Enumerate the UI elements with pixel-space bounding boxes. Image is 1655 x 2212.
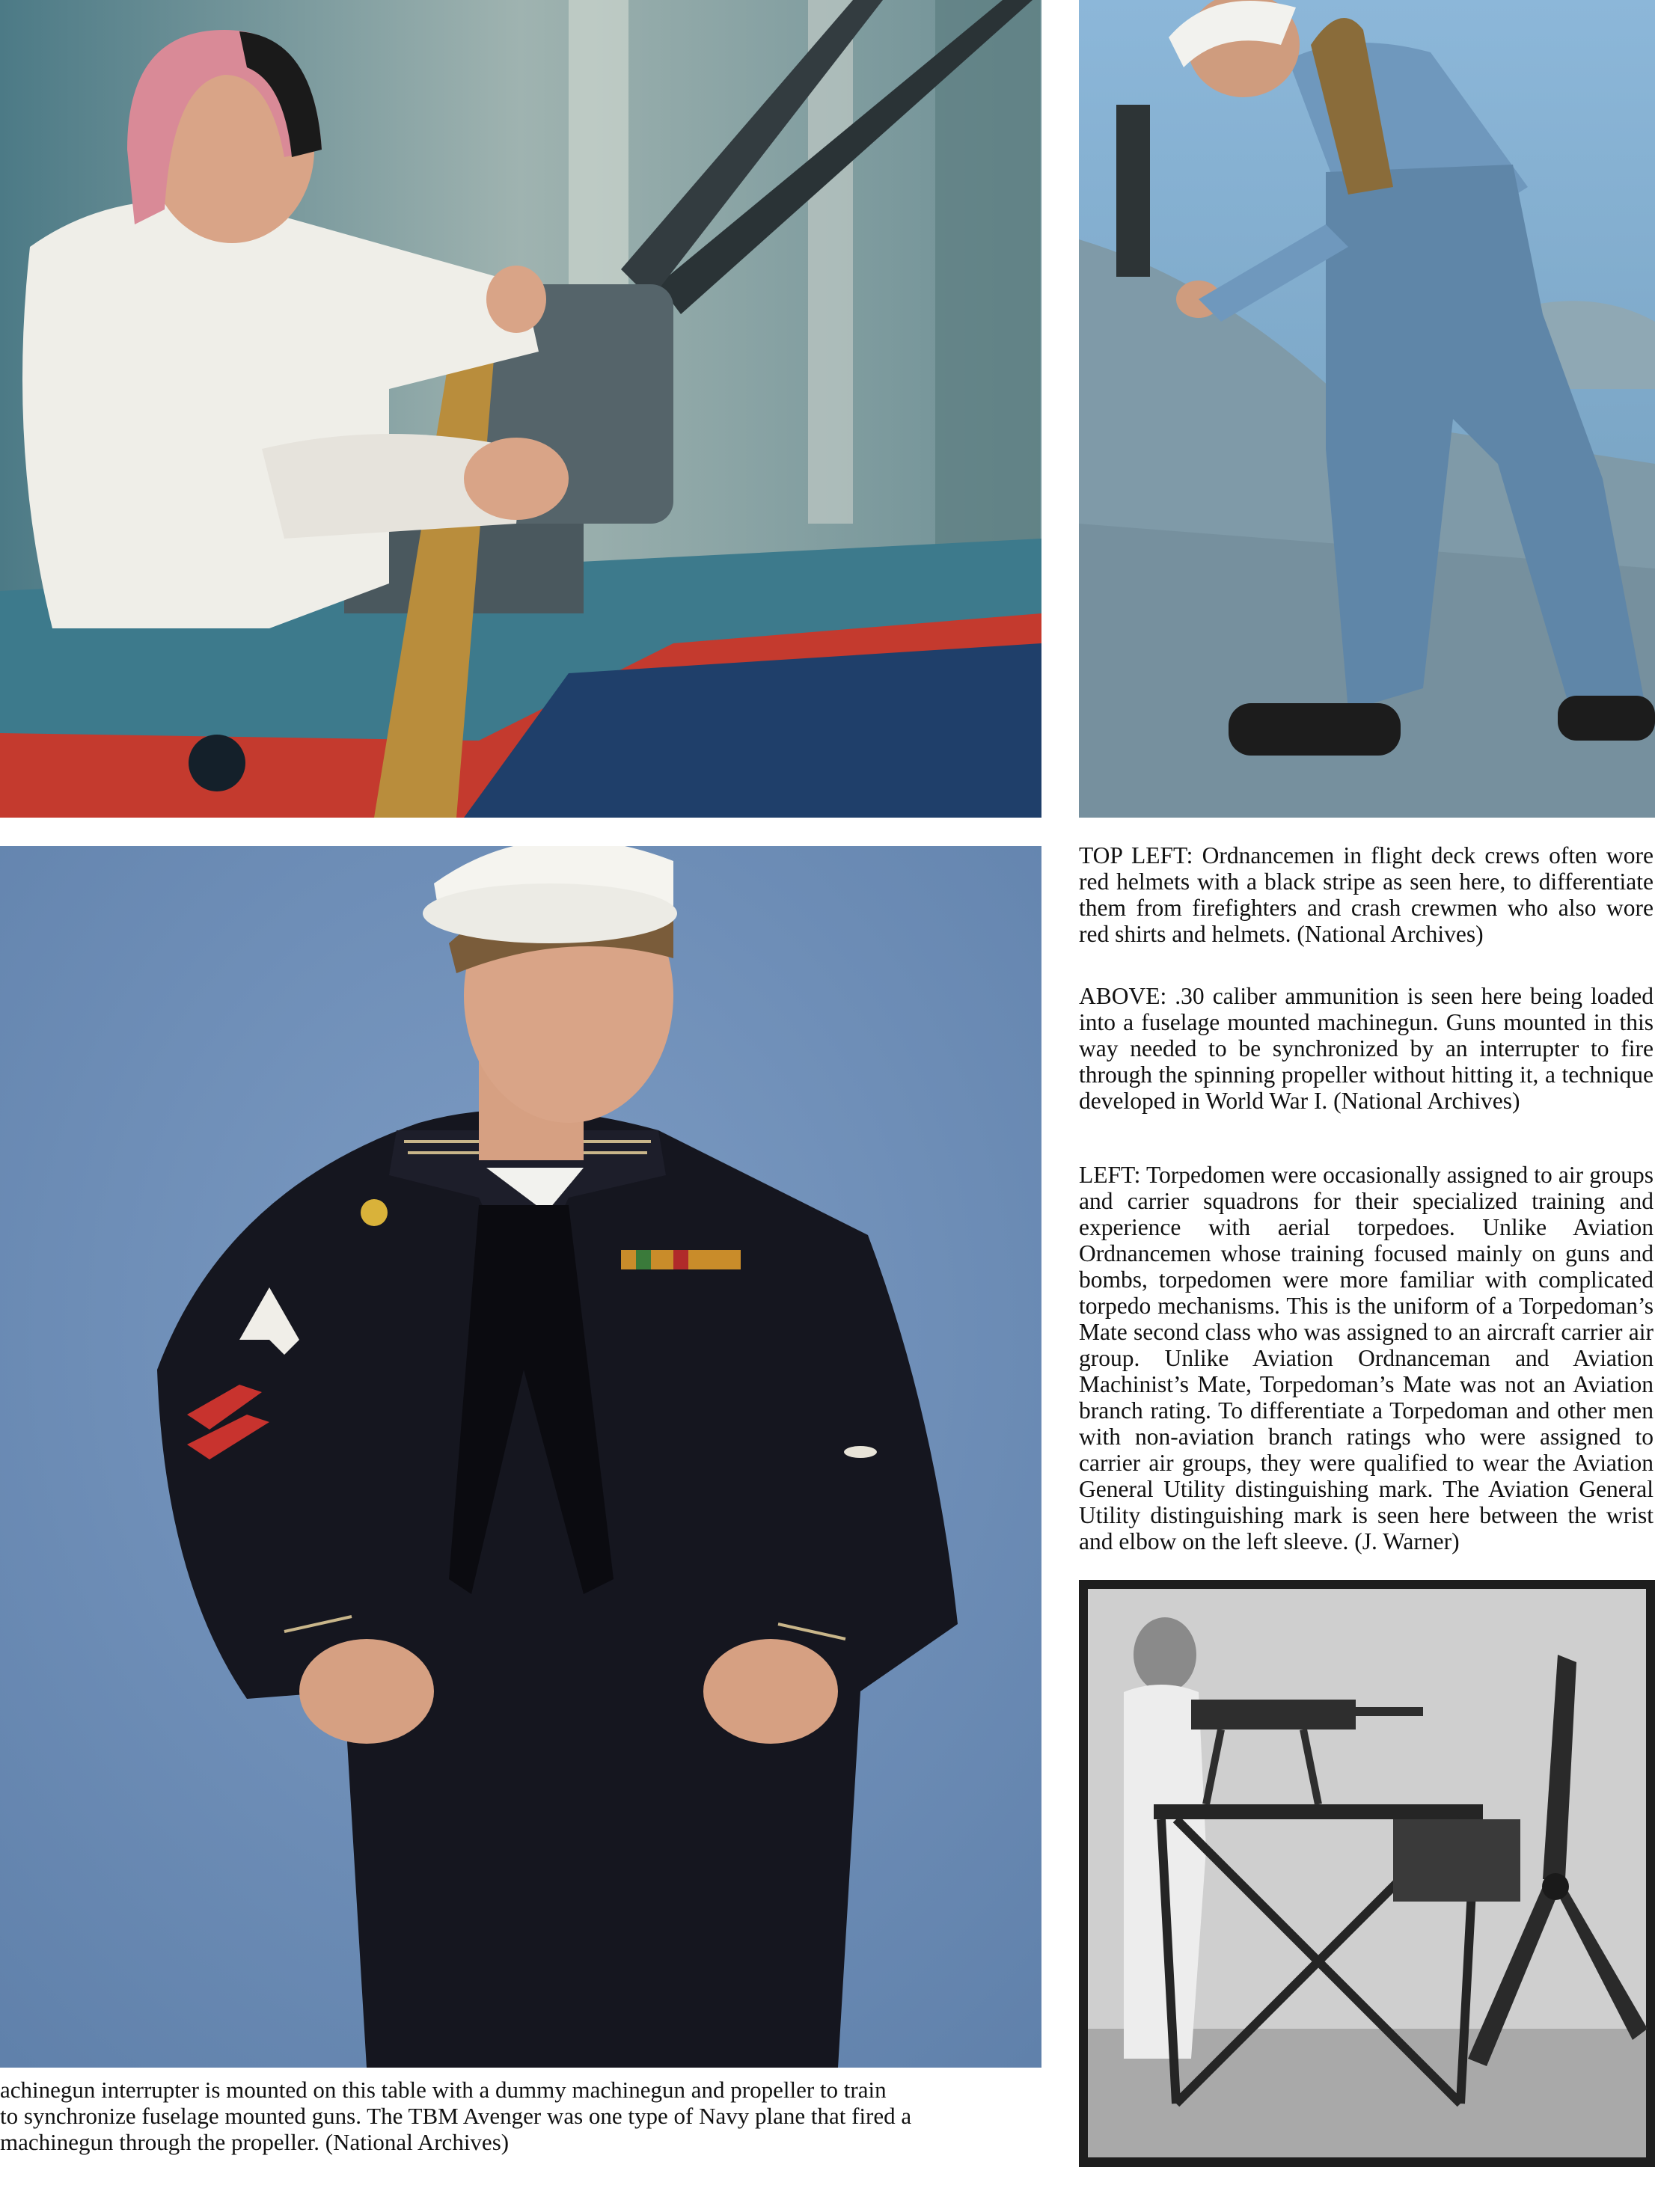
caption-interrupter-line-1: achinegun interrupter is mounted on this table with a dummy machinegun and propeller to train bbox=[0, 2077, 887, 2103]
photo-interrupter-image bbox=[1079, 1580, 1655, 2167]
caption-interrupter-line-3: machinegun through the propeller. (National Archives) bbox=[0, 2129, 510, 2155]
photo-ordnanceman-image bbox=[0, 0, 1041, 818]
caption-left: LEFT: Torpedomen were occasionally assigned to air groups and carrier squadrons for their specialized training and experience with aerial torpedoes. Unlike Aviation Ordnancemen whose training focused mainly on guns and bombs, torpedomen were more familiar with complicated torpedo mechanisms. This is the uniform of a Torpedoman’s Mate second class who was assigned to an aircraft carrier air group. Unlike Aviation Ordnanceman and Aviation Machinist’s Mate, Torpedoman’s Mate was not an Aviation branch rating. To differentiate a Torpedoman and other men with non-aviation branch ratings who were assigned to carrier air groups, they were qualified to wear the Aviation General Utility distinguishing mark. The Aviation General Utility distinguishing mark is seen here between the wrist and elbow on the left sleeve. (J. Warner) bbox=[1079, 1162, 1654, 1554]
photo-machinegun-interrupter-table bbox=[1079, 1580, 1655, 2167]
caption-interrupter-line-2: to synchronize fuselage mounted guns. The TBM Avenger was one type of Navy plane that fired a bbox=[0, 2103, 912, 2129]
photo-ordnanceman-loading-gun bbox=[0, 0, 1041, 818]
photo-sailor-loading-fuselage-gun bbox=[1079, 0, 1655, 818]
caption-above: ABOVE: .30 caliber ammunition is seen here being loaded into a fuselage mounted machinegun. Guns mounted in this way needed to be synchronized by an interrupter to fire through the spinning propeller without hitting it, a technique developed in World War I. (National Archives) bbox=[1079, 983, 1654, 1114]
caption-interrupter-table bbox=[0, 2077, 1044, 2155]
photo-torpedomans-mate-uniform bbox=[0, 846, 1041, 2068]
caption-top-left: TOP LEFT: Ordnancemen in flight deck crews often wore red helmets with a black stripe as seen here, to differentiate them from firefighters and crash crewmen who also wore red shirts and helmets. (National Archives) bbox=[1079, 842, 1654, 947]
photo-uniform-image bbox=[0, 846, 1041, 2068]
photo-sailor-image bbox=[1079, 0, 1655, 818]
